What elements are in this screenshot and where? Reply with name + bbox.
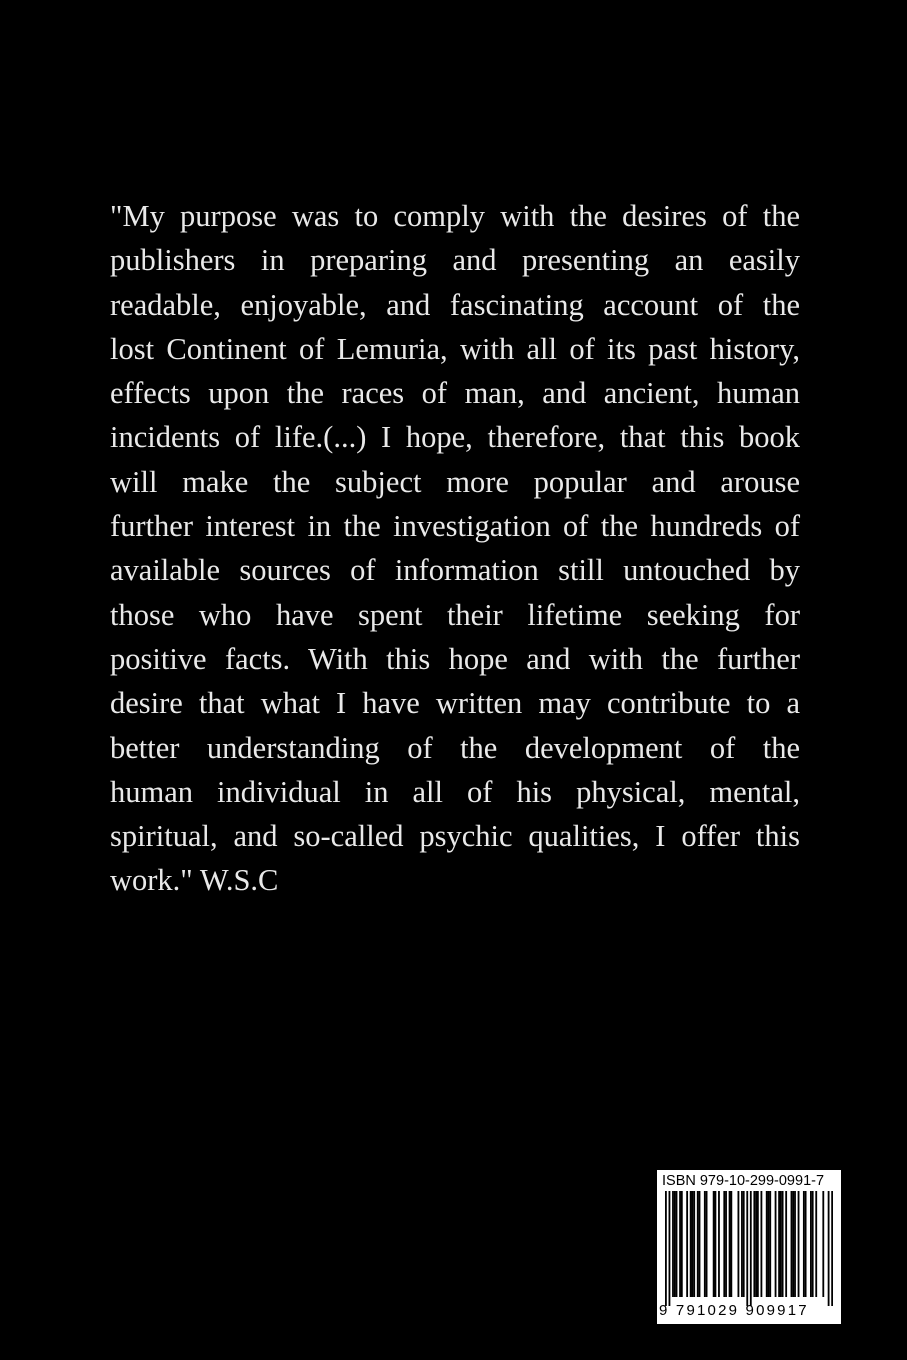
- barcode-bar: [665, 1191, 667, 1306]
- barcode-bar: [815, 1191, 817, 1297]
- barcode-bar: [690, 1191, 692, 1297]
- isbn-barcode: [657, 1170, 841, 1324]
- barcode-bar: [792, 1191, 794, 1297]
- blurb-quote: [110, 194, 800, 903]
- barcode-bar: [753, 1191, 755, 1297]
- barcode-bar: [704, 1191, 706, 1297]
- barcode-bar: [782, 1191, 784, 1297]
- barcode-bar: [798, 1191, 800, 1297]
- barcode-bar: [679, 1191, 681, 1297]
- barcode-bar: [778, 1191, 780, 1297]
- barcode-bar: [741, 1191, 743, 1297]
- blurb-line: better understanding of the development of the: [110, 730, 800, 765]
- blurb-line: lost Continent of Lemuria, with all of its past history,: [110, 331, 800, 366]
- barcode-bar: [828, 1191, 830, 1306]
- blurb-line: incidents of life.(...) I hope, therefore, that this book: [110, 420, 800, 455]
- barcode-bar: [715, 1191, 717, 1297]
- barcode-bar: [697, 1191, 699, 1297]
- barcode-bar: [831, 1191, 833, 1306]
- blurb-line: spiritual, and so-called psychic qualities, I offer this: [110, 819, 800, 854]
- barcode-bar: [699, 1191, 701, 1297]
- blurb-line: effects upon the races of man, and ancient, human: [110, 376, 800, 411]
- barcode-bar: [725, 1191, 727, 1297]
- barcode-bar: [822, 1191, 824, 1297]
- barcode-bar: [794, 1191, 796, 1297]
- barcode-bar: [729, 1191, 731, 1297]
- barcode-bar: [755, 1191, 757, 1297]
- barcode-bar: [780, 1191, 782, 1297]
- barcode-bar: [718, 1191, 720, 1297]
- barcode-bar: [686, 1191, 688, 1297]
- blurb-line: human individual in all of his physical, mental,: [110, 774, 800, 809]
- barcode-bar: [746, 1191, 748, 1306]
- barcode-bar: [738, 1191, 740, 1297]
- barcode-bar: [713, 1191, 715, 1297]
- blurb-line: publishers in preparing and presenting an easily: [110, 243, 800, 278]
- barcode-bar: [810, 1191, 812, 1297]
- barcode-bar: [766, 1191, 768, 1297]
- barcode-bar: [674, 1191, 676, 1297]
- barcode-bar: [692, 1191, 694, 1297]
- barcode-bar: [676, 1191, 678, 1297]
- barcode-bar: [730, 1191, 732, 1297]
- barcode-bar: [791, 1191, 793, 1297]
- barcode-bar: [760, 1191, 762, 1297]
- barcode-bar: [768, 1191, 770, 1297]
- barcode-digits: 9 791029 909917: [659, 1302, 809, 1319]
- barcode-bar: [785, 1191, 787, 1297]
- blurb-line: "My purpose was to comply with the desires of the: [110, 199, 800, 233]
- blurb-line-last: work." W.S.C: [110, 863, 279, 898]
- barcode-bar: [812, 1191, 814, 1297]
- blurb-line: readable, enjoyable, and fascinating account of the: [110, 287, 800, 322]
- barcode-bar: [750, 1191, 752, 1306]
- blurb-line: available sources of information still untouched by: [110, 553, 800, 588]
- blurb-line: further interest in the investigation of the hundreds of: [110, 509, 800, 544]
- barcode-bar: [803, 1191, 805, 1297]
- barcode-bar: [743, 1191, 745, 1297]
- barcode-bar: [805, 1191, 807, 1297]
- blurb-line: desire that what I have written may contribute to a: [110, 686, 800, 721]
- barcode-bar: [669, 1191, 671, 1306]
- barcode-bar: [681, 1191, 683, 1297]
- barcode-bar: [693, 1191, 695, 1297]
- barcode-bar: [769, 1191, 771, 1297]
- barcode-bar: [672, 1191, 674, 1297]
- barcode-bars: [665, 1191, 833, 1306]
- barcode-bar: [706, 1191, 708, 1297]
- isbn-label: ISBN 979-10-299-0991-7: [662, 1173, 825, 1189]
- blurb-line: positive facts. With this hope and with the further: [110, 641, 800, 676]
- blurb-line: those who have spent their lifetime seeking for: [110, 597, 800, 632]
- blurb-line: will make the subject more popular and arouse: [110, 464, 800, 499]
- barcode-bar: [775, 1191, 777, 1297]
- barcode-bar: [757, 1191, 759, 1297]
- barcode-bar: [723, 1191, 725, 1297]
